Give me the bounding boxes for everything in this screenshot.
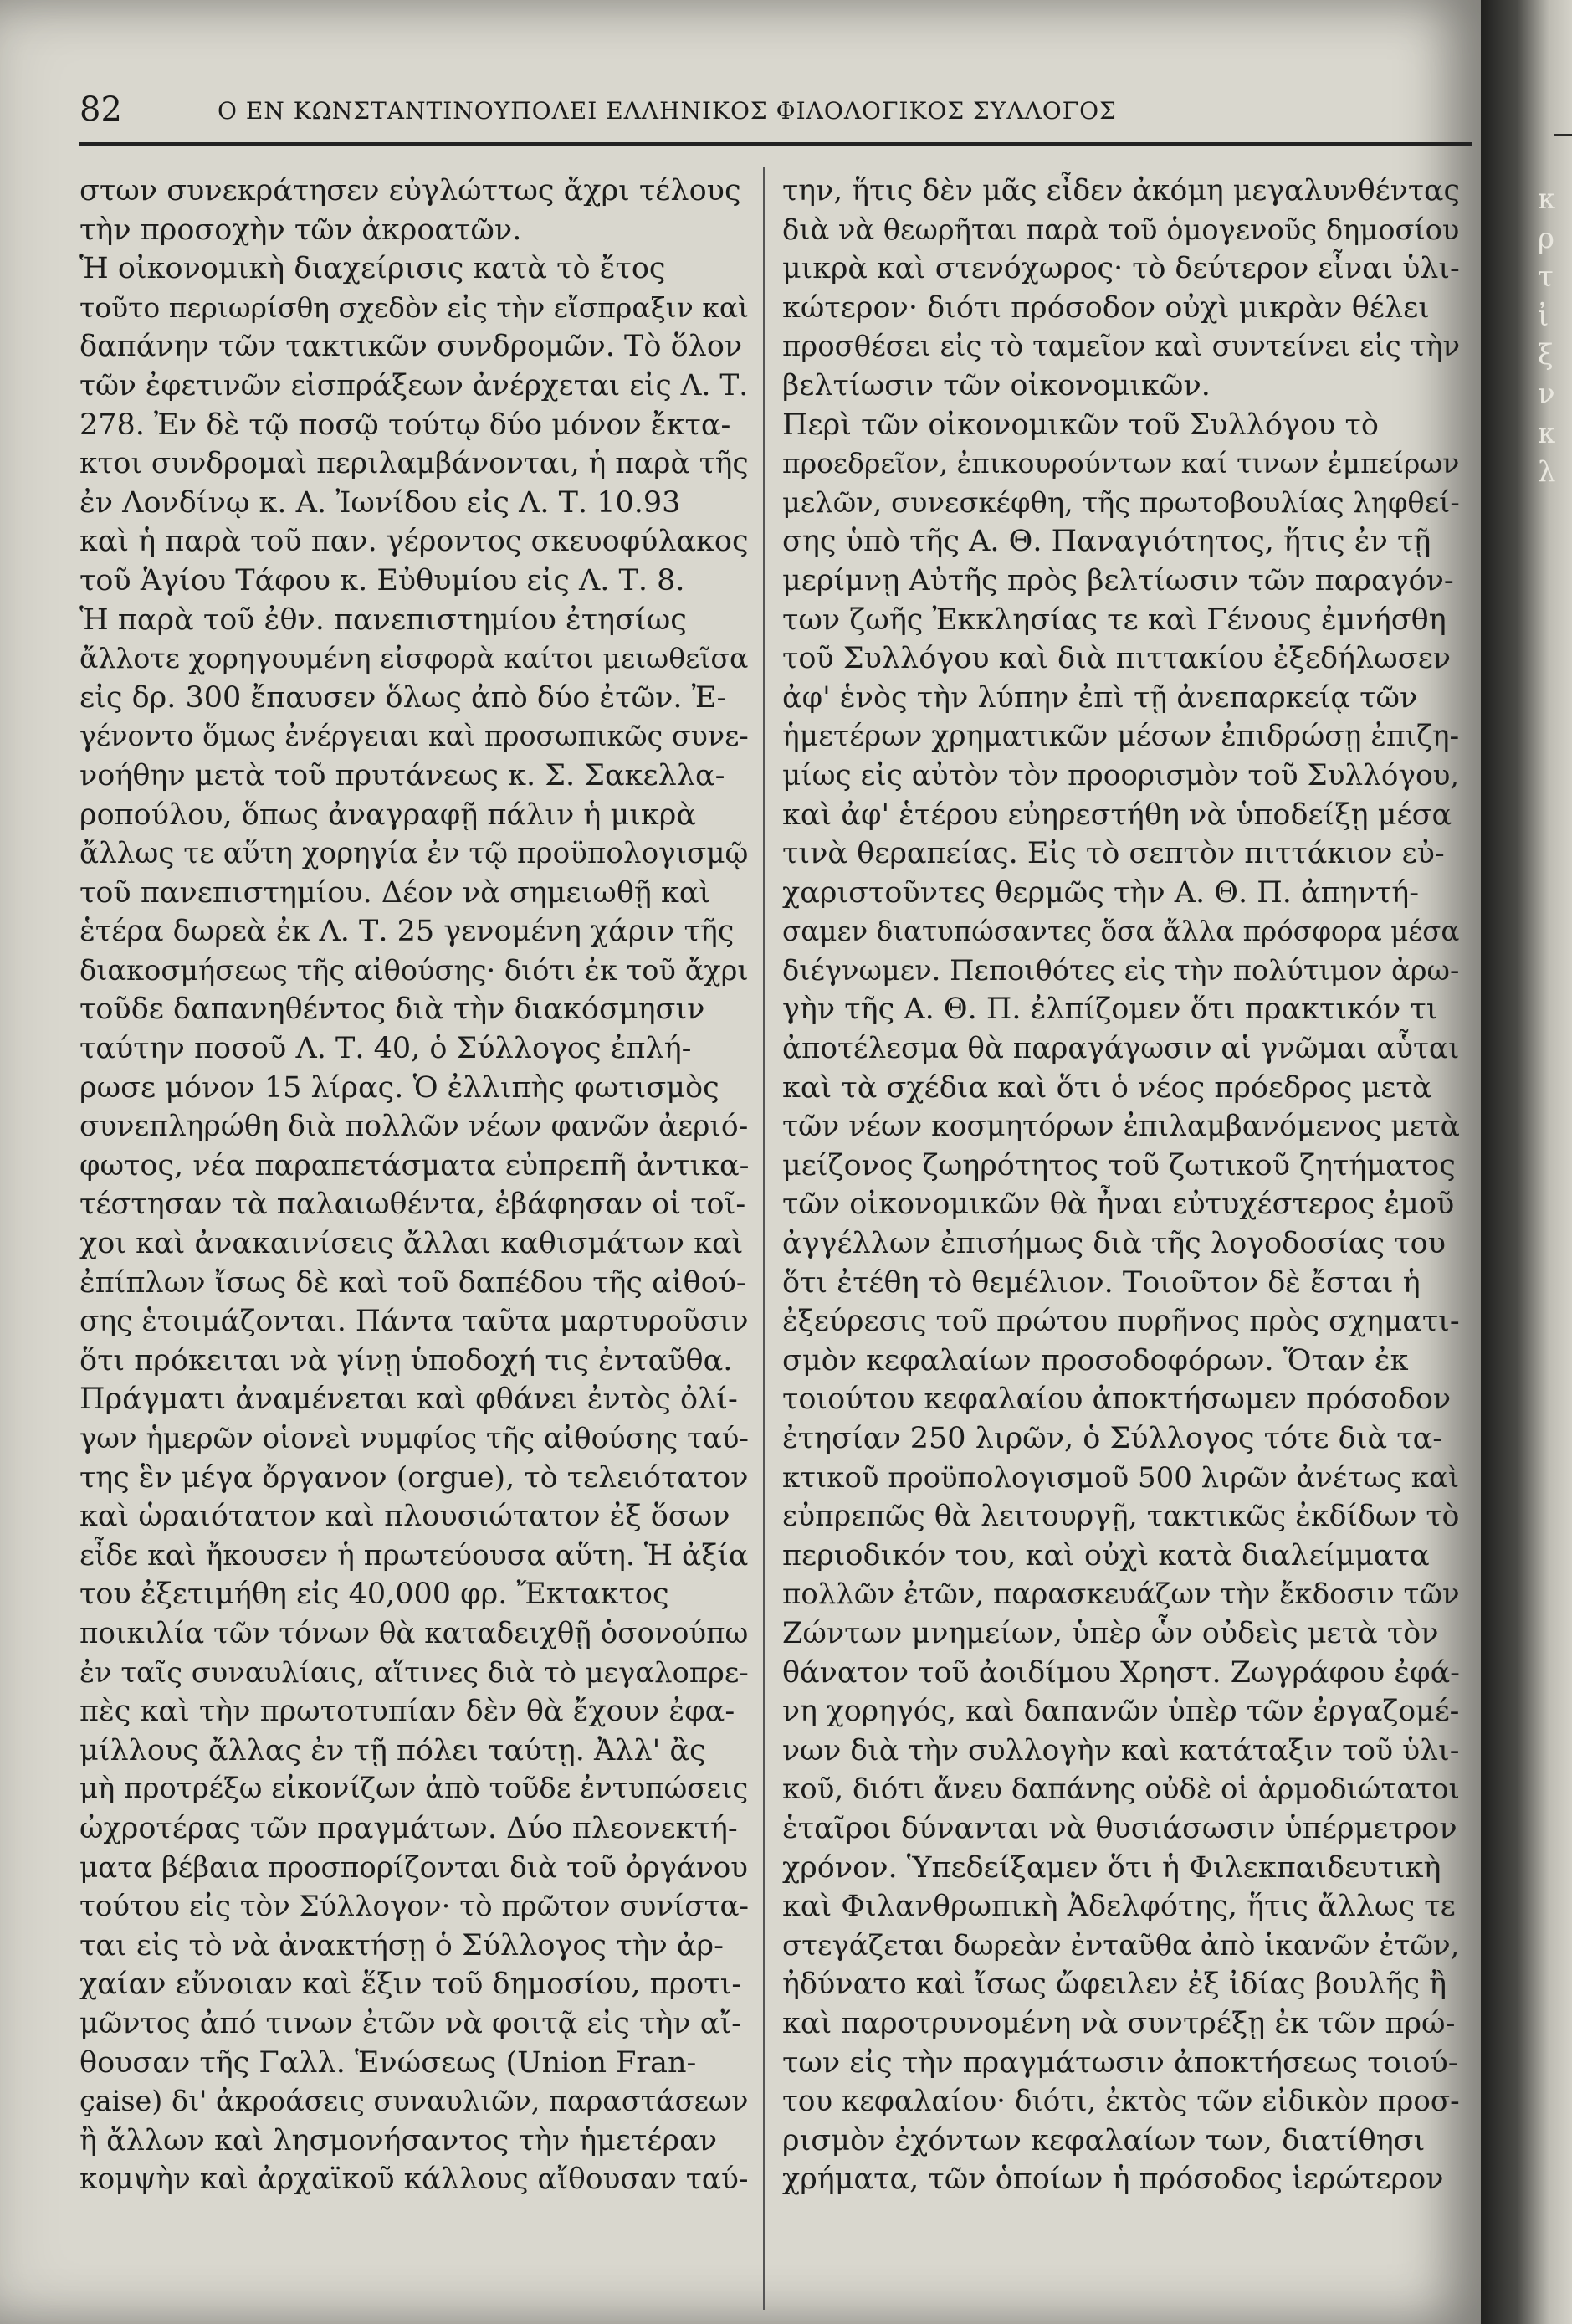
left-column-line-14: εἰς δρ. 300 ἔπαυσεν ὅλως ἀπὸ δύο ἐτῶν. Ἐ- — [79, 680, 727, 715]
right-column-line-20: σαμεν διατυπώσαντες ὅσα ἄλλα πρόσφορα μέσα — [782, 916, 1460, 948]
left-column-line-6: τῶν ἐφετινῶν εἰσπράξεων ἀνέρχεται εἰς Λ. Τ. — [79, 368, 749, 403]
right-column-line-2: διὰ νὰ θεωρῆται παρὰ τοῦ ὁμογενοῦς δημοσίου — [782, 213, 1460, 246]
right-column-line-28: ἀγγέλλων ἐπισήμως διὰ τῆς λογοδοσίας του — [782, 1227, 1446, 1261]
column-divider — [763, 167, 765, 2310]
right-column-line-37: πολλῶν ἐτῶν, παρασκευάζων τὴν ἔκδοσιν τῶν — [782, 1578, 1460, 1612]
right-column-line-41: νων διὰ τὴν συλλογὴν καὶ κατάταξιν τοῦ ὑλι- — [782, 1733, 1460, 1767]
right-column-line-47: ἠδύνατο καὶ ἴσως ὤφειλεν ἐξ ἰδίας βουλῆς ἢ — [782, 1967, 1447, 2002]
adjacent-page-text-fragments — [1538, 180, 1563, 492]
running-head: Ο ΕΝ ΚΩΝΣΤΑΝΤΙΝΟΥΠΟΛΕΙ ΕΛΛΗΝΙΚΟΣ ΦΙΛΟΛΟΓΙΚΟΣ ΣΥΛΛΟΓΟΣ — [218, 97, 1117, 125]
left-column-line-27: τέστησαν τὰ παλαιωθέντα, ἐβάφησαν οἱ τοῖ- — [79, 1188, 746, 1222]
right-column-line-24: καὶ τὰ σχέδια καὶ ὅτι ὁ νέος πρόεδρος μετὰ — [782, 1070, 1432, 1105]
left-column-line-44: ματα βέβαια προσπορίζονται διὰ τοῦ ὀργάνου — [79, 1850, 749, 1885]
right-column-line-46: στεγάζεται δωρεὰν ἐνταῦθα ἀπὸ ἱκανῶν ἐτῶν, — [782, 1928, 1460, 1962]
left-column-line-29: ἐπίπλων ἴσως δὲ καὶ τοῦ δαπέδου τῆς αἰθού- — [79, 1265, 746, 1300]
margin-fragment: ρ — [1538, 221, 1554, 255]
left-column-line-19: τοῦ πανεπιστημίου. Δέον νὰ σημειωθῇ καὶ — [79, 875, 711, 910]
left-column-line-3: Ἡ οἰκονομικὴ διαχείρισις κατὰ τὸ ἔτος — [79, 252, 666, 286]
right-column-line-34: κτικοῦ προϋπολογισμοῦ 500 λιρῶν ἀνέτως καὶ — [782, 1460, 1460, 1495]
left-column-line-8: κτοι συνδρομαὶ περιλαμβάνονται, ἡ παρὰ τῆς — [79, 447, 749, 481]
right-column — [782, 172, 1460, 2199]
right-column-line-21: διέγνωμεν. Πεποιθότες εἰς τὴν πολύτιμον ἀρω- — [782, 953, 1460, 987]
right-column-line-51: ρισμὸν ἐχόντων κεφαλαίων των, διατίθησι — [782, 2123, 1426, 2157]
left-column-line-39: ἐν ταῖς συναυλίαις, αἵτινες διὰ τὸ μεγαλοπρε- — [79, 1655, 749, 1689]
left-column-line-1: στων συνεκράτησεν εὐγλώττως ἄχρι τέλους — [79, 174, 741, 208]
left-column-line-40: πὲς καὶ τὴν πρωτοτυπίαν δὲν θὰ ἔχουν ἐφα- — [79, 1695, 735, 1729]
right-column-line-9: μελῶν, συνεσκέφθη, τῆς πρωτοβουλίας ληφθεί- — [782, 485, 1460, 519]
right-column-line-22: γὴν τῆς Α. Θ. Π. ἐλπίζομεν ὅτι πρακτικόν τι — [782, 993, 1438, 1027]
right-column-line-35: εὐπρεπῶς θὰ λειτουργῇ, τακτικῶς ἐκδίδων τὸ — [782, 1500, 1460, 1534]
margin-fragment: ξ — [1538, 338, 1554, 372]
left-column-line-47: χαίαν εὔνοιαν καὶ ἕξιν τοῦ δημοσίου, προτι- — [79, 1967, 742, 2002]
left-column-line-4: τοῦτο περιωρίσθη σχεδὸν εἰς τὴν εἴσπραξιν καὶ — [79, 290, 749, 324]
left-column-line-30: σης ἑτοιμάζονται. Πάντα ταῦτα μαρτυροῦσιν — [79, 1305, 749, 1339]
left-column-line-9: ἐν Λονδίνῳ κ. Α. Ἰωνίδου εἰς Λ. Τ. 10.93 — [79, 485, 681, 520]
page-header — [79, 90, 1309, 132]
right-column-line-5: προσθέσει εἰς τὸ ταμεῖον καὶ συντείνει εἰς τὴν — [782, 330, 1460, 363]
left-column-line-41: μίλλους ἄλλας ἐν τῇ πόλει ταύτῃ. Ἀλλ' ἂς — [79, 1733, 706, 1767]
left-column-line-52: κομψὴν καὶ ἀρχαϊκοῦ κάλλους αἴθουσαν ταύ- — [79, 2162, 749, 2197]
right-column-line-4: κώτερον· διότι πρόσοδον οὐχὶ μικρὰν θέλει — [782, 290, 1430, 325]
right-column-line-13: τοῦ Συλλόγου καὶ διὰ πιττακίου ἐξεδήλωσεν — [782, 642, 1452, 676]
left-column-line-49: θουσαν τῆς Γαλλ. Ἑνώσεως (Union Fran- — [79, 2045, 697, 2080]
left-column-line-2: τὴν προσοχὴν τῶν ἀκροατῶν. — [79, 213, 522, 247]
left-column-line-36: εἶδε καὶ ἤκουσεν ἡ πρωτεύουσα αὕτη. Ἡ ἀξία — [79, 1538, 749, 1572]
left-column-line-24: ρωσε μόνον 15 λίρας. Ὁ ἐλλιπὴς φωτισμὸς — [79, 1070, 719, 1105]
margin-fragment: τ — [1538, 260, 1554, 295]
left-column-line-20: ἑτέρα δωρεὰ ἐκ Λ. Τ. 25 γενομένη χάριν τῆς — [79, 915, 735, 949]
margin-fragment: ν — [1538, 377, 1555, 411]
left-column-line-7: 278. Ἐν δὲ τῷ ποσῷ τούτῳ δύο μόνον ἔκτα- — [79, 408, 731, 442]
left-column-line-12: Ἡ παρὰ τοῦ ἐθν. πανεπιστημίου ἐτησίως — [79, 603, 687, 637]
left-column-line-38: ποικιλία τῶν τόνων θὰ καταδειχθῇ ὁσονούπω — [79, 1616, 749, 1650]
left-column-line-15: γένοντο ὅμως ἐνέργειαι καὶ προσωπικῶς συνε- — [79, 720, 749, 753]
adjacent-page-rule — [1554, 134, 1572, 136]
right-column-line-39: θάνατον τοῦ ἀοιδίμου Χρηστ. Ζωγράφου ἐφά- — [782, 1655, 1460, 1690]
right-column-line-1: την, ἥτις δὲν μᾶς εἶδεν ἀκόμη μεγαλυνθέντας — [782, 174, 1460, 208]
left-column-line-51: ἢ ἄλλων καὶ λησμονήσαντος τὴν ἡμετέραν — [79, 2123, 718, 2157]
left-column-line-21: διακοσμήσεως τῆς αἰθούσης· διότι ἐκ τοῦ ἄχρι — [79, 953, 749, 987]
right-column-line-31: σμὸν κεφαλαίων προσοδοφόρων. Ὅταν ἐκ — [782, 1343, 1409, 1377]
left-column-line-46: ται εἰς τὸ νὰ ἀνακτήσῃ ὁ Σύλλογος τὴν ἀρ- — [79, 1928, 724, 1962]
margin-fragment: κ — [1538, 416, 1556, 450]
right-column-line-49: των εἰς τὴν πραγμάτωσιν ἀποκτήσεως τοιού- — [782, 2045, 1458, 2080]
right-column-line-8: προεδρεῖον, ἐπικουρούντων καί τινων ἐμπείρων — [782, 447, 1460, 480]
right-column-line-18: τινὰ θεραπείας. Εἰς τὸ σεπτὸν πιττάκιον εὐ- — [782, 837, 1445, 871]
right-column-line-30: ἐξεύρεσις τοῦ πρώτου πυρῆνος πρὸς σχηματι- — [782, 1305, 1460, 1339]
right-column-line-38: Ζώντων μνημείων, ὑπὲρ ὧν οὐδεὶς μετὰ τὸν — [782, 1616, 1439, 1650]
right-column-line-11: μερίμνῃ Αὐτῆς πρὸς βελτίωσιν τῶν παραγόν- — [782, 563, 1454, 598]
right-column-line-44: χρόνον. Ὑπεδείξαμεν ὅτι ἡ Φιλεκπαιδευτικὴ — [782, 1850, 1441, 1885]
left-column-line-11: τοῦ Ἁγίου Τάφου κ. Εὐθυμίου εἰς Λ. Τ. 8. — [79, 563, 685, 598]
right-column-line-10: σης ὑπὸ τῆς Α. Θ. Παναγιότητος, ἥτις ἐν τῇ — [782, 525, 1431, 559]
left-column-line-37: του ἐξετιμήθη εἰς 40,000 φρ. Ἔκτακτος — [79, 1578, 669, 1612]
right-column-line-40: νη χορηγός, καὶ δαπανῶν ὑπὲρ τῶν ἐργαζομέ- — [782, 1695, 1460, 1729]
left-column-line-50: çaise) δι' ἀκροάσεις συναυλιῶν, παραστάσεων — [79, 2085, 749, 2118]
right-column-line-26: μείζονος ζωηρότητος τοῦ ζωτικοῦ ζητήματος — [782, 1148, 1456, 1183]
right-column-line-32: τοιούτου κεφαλαίου ἀποκτήσωμεν πρόσοδον — [782, 1383, 1452, 1417]
left-column-line-10: καὶ ἡ παρὰ τοῦ παν. γέροντος σκευοφύλακος — [79, 525, 749, 559]
right-column-line-6: βελτίωσιν τῶν οἰκονομικῶν. — [782, 368, 1211, 403]
margin-fragment: ἰ — [1538, 299, 1549, 333]
margin-fragment: κ — [1538, 182, 1556, 216]
right-column-line-7: Περὶ τῶν οἰκονομικῶν τοῦ Συλλόγου τὸ — [782, 408, 1379, 442]
margin-fragment: λ — [1538, 455, 1556, 490]
right-column-line-16: μίως εἰς αὐτὸν τὸν προορισμὸν τοῦ Συλλόγου, — [782, 758, 1460, 793]
left-column-line-31: ὅτι πρόκειται νὰ γίνῃ ὑποδοχή τις ἐνταῦθα. — [79, 1343, 733, 1377]
right-column-line-29: ὅτι ἐτέθη τὸ θεμέλιον. Τοιοῦτον δὲ ἔσται ἡ — [782, 1265, 1421, 1300]
left-column-line-13: ἄλλοτε χορηγουμένη εἰσφορὰ καίτοι μειωθεῖσα — [79, 642, 749, 675]
left-column-line-18: ἄλλως τε αὕτη χορηγία ἐν τῷ προϋπολογισμῷ — [79, 837, 749, 871]
right-column-line-42: κοῦ, διότι ἄνευ δαπάνης οὐδὲ οἱ ἁρμοδιώτατοι — [782, 1772, 1460, 1807]
header-rule — [79, 142, 1472, 146]
right-column-line-43: ἑταῖροι δύνανται νὰ θυσιάσωσιν ὑπέρμετρον — [782, 1811, 1457, 1845]
left-column-line-34: της ἓν μέγα ὄργανον (orgue), τὸ τελειότατον — [79, 1460, 749, 1495]
left-column-line-25: συνεπληρώθη διὰ πολλῶν νέων φανῶν ἀεριό- — [79, 1110, 749, 1144]
left-column-line-33: γων ἡμερῶν οἱονεὶ νυμφίος τῆς αἰθούσης ταύ- — [79, 1422, 749, 1455]
left-column-line-26: φωτος, νέα παραπετάσματα εὐπρεπῆ ἀντικα- — [79, 1148, 749, 1183]
right-column-line-12: των ζωῆς Ἐκκλησίας τε καὶ Γένους ἐμνήσθη — [782, 603, 1447, 637]
left-column-line-5: δαπάνην τῶν τακτικῶν συνδρομῶν. Τὸ ὅλον — [79, 330, 743, 364]
left-column-line-35: καὶ ὡραιότατον καὶ πλουσιώτατον ἐξ ὅσων — [79, 1500, 730, 1534]
right-column-line-48: καὶ παροτρυνομένη νὰ συντρέξῃ ἐκ τῶν πρώ- — [782, 2006, 1456, 2040]
right-column-line-52: χρήματα, τῶν ὁποίων ἡ πρόσοδος ἱερώτερον — [782, 2162, 1444, 2197]
left-column-line-43: ὠχροτέρας τῶν πραγμάτων. Δύο πλεονεκτή- — [79, 1811, 738, 1845]
left-column-line-23: ταύτην ποσοῦ Λ. Τ. 40, ὁ Σύλλογος ἐπλή- — [79, 1032, 692, 1066]
left-column — [79, 172, 749, 2199]
left-column-line-32: Πράγματι ἀναμένεται καὶ φθάνει ἐντὸς ὀλί- — [79, 1383, 738, 1417]
left-column-line-28: χοι καὶ ἀνακαινίσεις ἄλλαι καθισμάτων καὶ — [79, 1227, 744, 1261]
left-column-line-22: τοῦδε δαπανηθέντος διὰ τὴν διακόσμησιν — [79, 993, 705, 1027]
right-column-line-14: ἀφ' ἑνὸς τὴν λύπην ἐπὶ τῇ ἀνεπαρκείᾳ τῶν — [782, 680, 1418, 715]
page-number: 82 — [79, 90, 122, 129]
left-column-line-48: μῶντος ἀπό τινων ἐτῶν νὰ φοιτᾷ εἰς τὴν αἴ- — [79, 2006, 741, 2040]
right-column-line-45: καὶ Φιλανθρωπικὴ Ἀδελφότης, ἥτις ἄλλως τε — [782, 1890, 1456, 1924]
right-column-line-19: χαριστοῦντες θερμῶς τὴν Α. Θ. Π. ἀπηντή- — [782, 875, 1420, 910]
right-column-line-36: περιοδικόν του, καὶ οὐχὶ κατὰ διαλείμματα — [782, 1538, 1430, 1572]
left-column-line-16: νοήθην μετὰ τοῦ πρυτάνεως κ. Σ. Σακελλα- — [79, 758, 725, 793]
right-column-line-17: καὶ ἀφ' ἑτέρου εὐηρεστήθη νὰ ὑποδείξῃ μέσα — [782, 798, 1452, 832]
left-column-line-17: ροπούλου, ὅπως ἀναγραφῇ πάλιν ἡ μικρὰ — [79, 798, 696, 832]
right-column-line-33: ἐτησίαν 250 λιρῶν, ὁ Σύλλογος τότε διὰ τα- — [782, 1422, 1443, 1455]
right-column-line-3: μικρὰ καὶ στενόχωρος· τὸ δεύτερον εἶναι ὑλι- — [782, 252, 1460, 286]
left-column-line-45: τούτου εἰς τὸν Σύλλογον· τὸ πρῶτον συνίστα- — [79, 1890, 749, 1924]
left-column-line-42: μὴ προτρέξω εἰκονίζων ἀπὸ τοῦδε ἐντυπώσεις — [79, 1772, 749, 1806]
right-column-line-25: τῶν νέων κοσμητόρων ἐπιλαμβανόμενος μετὰ — [782, 1110, 1460, 1144]
right-column-line-23: ἀποτέλεσμα θὰ παραγάγωσιν αἱ γνῶμαι αὗται — [782, 1032, 1460, 1066]
right-column-line-27: τῶν οἰκονομικῶν θὰ ἦναι εὐτυχέστερος ἐμοῦ — [782, 1188, 1455, 1222]
right-column-line-50: του κεφαλαίου· διότι, ἐκτὸς τῶν εἰδικὸν προσ- — [782, 2085, 1460, 2119]
right-column-line-15: ἡμετέρων χρηματικῶν μέσων ἐπιδρώσῃ ἐπιζη- — [782, 720, 1460, 754]
